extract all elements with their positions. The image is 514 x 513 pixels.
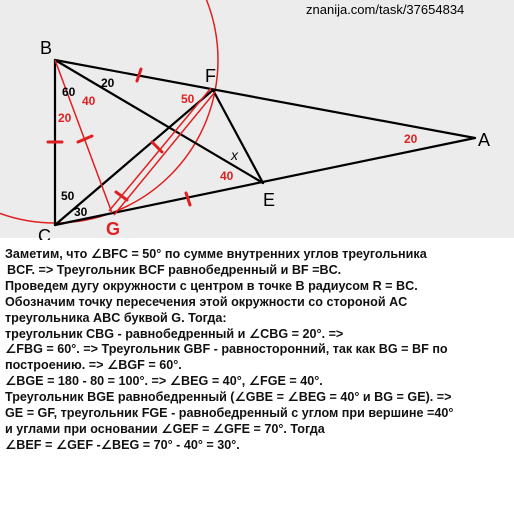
text-line: треугольника ABC буквой G. Тогда: <box>5 310 227 325</box>
text-line: BCF. => Треугольник BCF равнобедренный и BF =BC. <box>7 262 342 277</box>
point-label-e: E <box>263 190 276 210</box>
text-line: Треугольник BGE равнобедренный (∠GBE = ∠BEG = 40° и BG = GE). => <box>5 390 452 405</box>
point-label-a: A <box>478 130 491 150</box>
angle-label-c-30: 30 <box>74 205 88 219</box>
text-line: ∠FBG = 60°. => Треугольник GBF - равносторонний, так как BG = BF по <box>5 342 448 357</box>
point-label-g: G <box>106 219 121 239</box>
solution-text <box>5 247 511 454</box>
text-line: треугольник CBG - равнобедренный и ∠CBG = 20°. => <box>5 326 344 341</box>
angle-label-b-20-red: 20 <box>58 111 72 125</box>
text-line: Заметим, что ∠BFC = 50° по сумме внутренних углов треугольника <box>5 247 427 261</box>
point-label-f: F <box>205 66 216 86</box>
geometry-figure <box>0 0 514 240</box>
angle-label-c-50: 50 <box>61 189 75 203</box>
angle-label-b-60: 60 <box>62 85 76 99</box>
angle-label-b-20: 20 <box>101 76 115 90</box>
angle-label-e-40: 40 <box>220 169 234 183</box>
source-url: znanija.com/task/37654834 <box>306 2 465 17</box>
text-line: Обозначим точку пересечения этой окружности со стороной AC <box>5 294 408 309</box>
text-line: ∠BEF = ∠GEF -∠BEG = 70° - 40° = 30°. <box>5 437 240 452</box>
angle-label-x: x <box>231 147 238 163</box>
point-label-b: B <box>40 38 53 58</box>
angle-label-a-20: 20 <box>404 132 418 146</box>
text-line: ∠BGE = 180 - 80 = 100°. => ∠BEG = 40°, ∠FGE = 40°. <box>5 374 323 389</box>
text-line: Проведем дугу окружности с центром в точке B радиусом R = BC. <box>5 278 418 293</box>
point-label-c: C <box>38 226 51 240</box>
angle-label-b-40: 40 <box>82 94 96 108</box>
text-line: и углами при основании ∠GEF = ∠GFE = 70°. Тогда <box>5 421 325 436</box>
angle-label-f-50: 50 <box>181 92 195 106</box>
text-line: построению. => ∠BGF = 60°. <box>5 358 182 373</box>
text-line: GE = GF, треугольник FGE - равнобедренный с углом при вершине =40° <box>5 406 454 421</box>
